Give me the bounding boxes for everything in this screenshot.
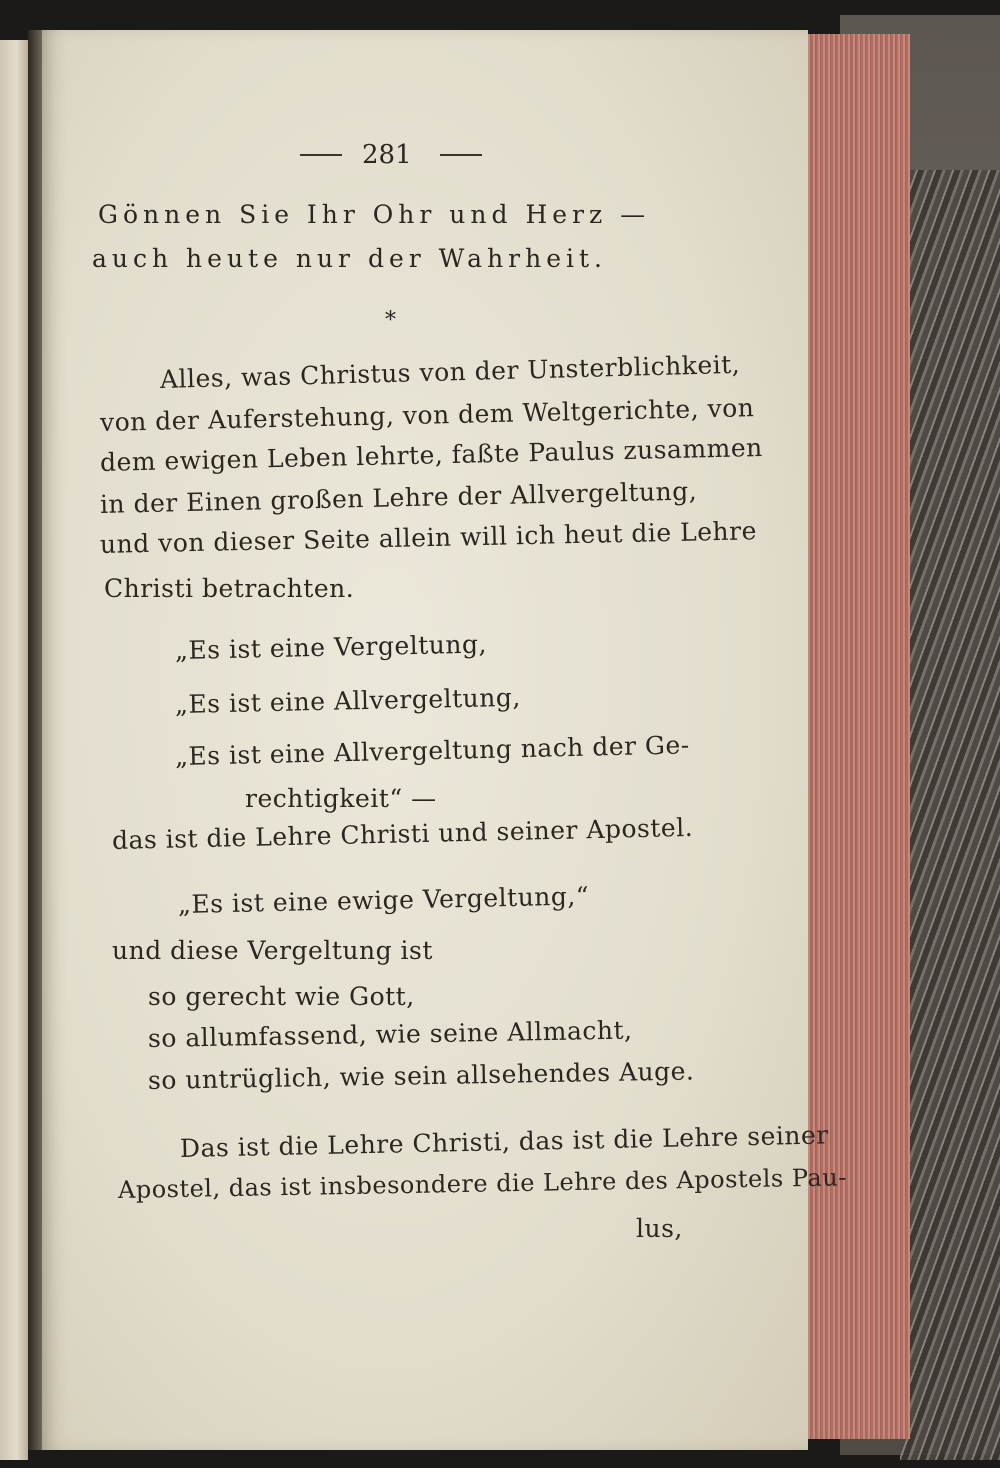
text-line: in der Einen großen Lehre der Allvergeltung, [99, 476, 698, 519]
text-line: rechtigkeit“ — [245, 784, 437, 813]
text-line: Gönnen Sie Ihr Ohr und Herz — [98, 200, 651, 229]
text-line: von der Auferstehung, von dem Weltgerichte, von [99, 393, 755, 437]
marbled-cover [900, 170, 1000, 1460]
text-line: „Es ist eine Vergeltung, [174, 629, 488, 665]
page-header [300, 140, 480, 170]
section-separator: * [385, 308, 396, 333]
text-line: Das ist die Lehre Christi, das ist die Lehre seiner [179, 1120, 829, 1163]
header-dash-left [300, 154, 342, 156]
text-line: das ist die Lehre Christi und seiner Apostel. [111, 812, 694, 855]
text-line: und von dieser Seite allein will ich heut die Lehre [99, 516, 758, 559]
previous-page-edge [0, 40, 28, 1460]
text-line: „Es ist eine Allvergeltung nach der Ge- [174, 730, 691, 771]
text-line: so gerecht wie Gott, [148, 982, 415, 1011]
text-line: „Es ist eine ewige Vergeltung,“ [177, 881, 590, 919]
text-line: Christi betrachten. [104, 574, 355, 603]
text-line: und diese Vergeltung ist [112, 936, 433, 965]
page-number: 281 [362, 140, 412, 170]
text-line: „Es ist eine Allvergeltung, [174, 682, 522, 719]
text-line: dem ewigen Leben lehrte, faßte Paulus zusammen [99, 432, 764, 477]
text-line: lus, [636, 1214, 683, 1243]
gutter-shadow [28, 30, 42, 1450]
text-line: Apostel, das ist insbesondere die Lehre des Apostels Pau- [117, 1163, 848, 1204]
text-line: Alles, was Christus von der Unsterblichkeit, [159, 349, 741, 394]
header-dash-right [440, 154, 482, 156]
text-line: so untrüglich, wie sein allsehendes Auge. [147, 1056, 695, 1095]
text-line: auch heute nur der Wahrheit. [92, 244, 607, 273]
red-page-edges [806, 34, 910, 1439]
text-line: so allumfassend, wie seine Allmacht, [147, 1015, 633, 1053]
